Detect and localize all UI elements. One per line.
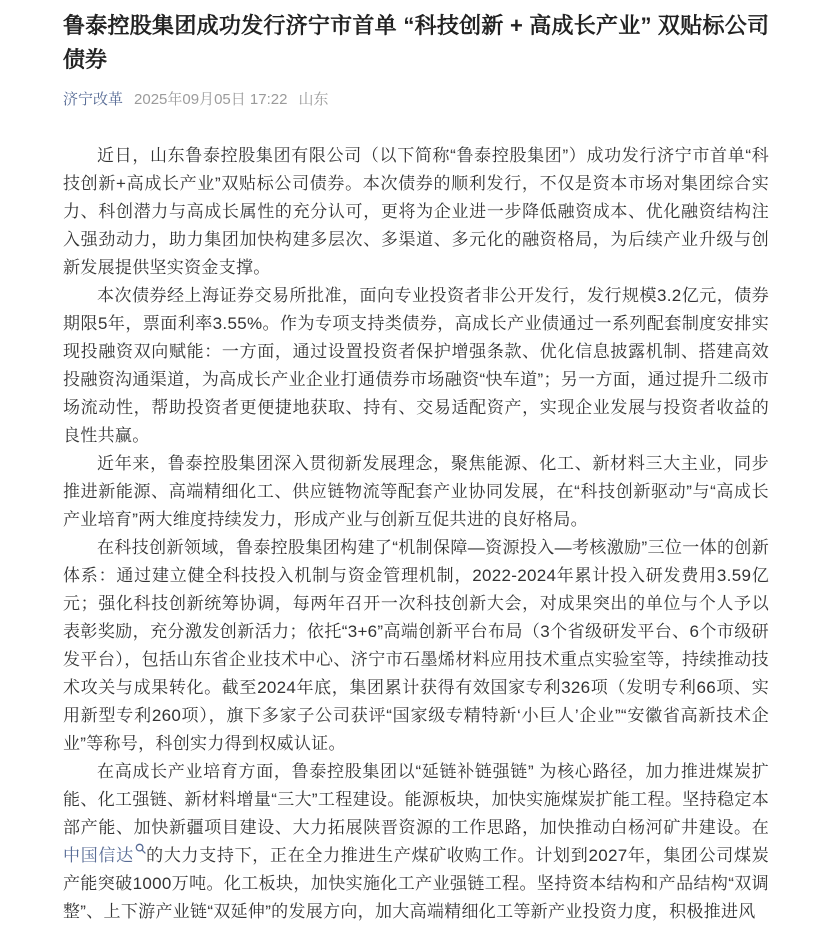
article-body xyxy=(63,142,769,926)
paragraph-5-text-after: 的大力支持下，正在全力推进生产煤矿收购工作。计划到2027年，集团公司煤炭产能突破1000万吨。化工板块，加快实施化工产业强链工程。坚持资本结构和产品结构“双调整”、上下游产业链“双延伸”的发展方向，加大高端精细化工等新产业投资力度，积极推进风 xyxy=(63,846,769,921)
entity-link-zhongguoxinda[interactable] xyxy=(63,846,146,865)
byline xyxy=(63,89,769,110)
account-link[interactable]: 济宁改革 xyxy=(63,91,124,108)
article-title: 鲁泰控股集团成功发行济宁市首单 “科技创新 + 高成长产业” 双贴标公司债券 xyxy=(63,13,769,72)
publish-location: 山东 xyxy=(298,91,329,108)
paragraph-4: 在科技创新领域，鲁泰控股集团构建了“机制保障—资源投入—考核激励”三位一体的创新体系：通过建立健全科技投入机制与资金管理机制，2022-2024年累计投入研发费用3.59亿元；强化科技创新统筹协调，每两年召开一次科技创新大会，对成果突出的单位与个人予以表彰奖励，充分激发创新活力；依托“3+6”高端创新平台布局（3个省级研发平台、6个市级研发平台），包括山东省企业技术中心、济宁市石墨烯材料应用技术重点实验室等，持续推动技术攻关与成果转化。截至2024年底，集团累计获得有效国家专利326项（发明专利66项、实用新型专利260项），旗下多家子公司获评“国家级专精特新‘小巨人’企业”“安徽省高新技术企业”等称号，科创实力得到权威认证。 xyxy=(63,538,769,753)
paragraph-3: 近年来，鲁泰控股集团深入贯彻新发展理念，聚焦能源、化工、新材料三大主业，同步推进新能源、高端精细化工、供应链物流等配套产业协同发展，在“科技创新驱动”与“高成长产业培育”两大维度持续发力，形成产业与创新互促共进的良好格局。 xyxy=(63,454,769,529)
paragraph-5-text-before: 在高成长产业培育方面，鲁泰控股集团以“延链补链强链” 为核心路径，加力推进煤炭扩能、化工强链、新材料增量“三大”工程建设。能源板块，加快实施煤炭扩能工程。坚持稳定本部产能、加快新疆项目建设、大力拓展陕晋资源的工作思路，加快推动白杨河矿井建设。在 xyxy=(63,762,769,837)
search-icon[interactable] xyxy=(135,843,146,854)
publish-date: 2025年09月05日 17:22 xyxy=(134,91,288,108)
paragraph-2: 本次债券经上海证券交易所批准，面向专业投资者非公开发行，发行规模3.2亿元，债券期限5年，票面利率3.55%。作为专项支持类债券，高成长产业债通过一系列配套制度安排实现投融资双向赋能：一方面，通过设置投资者保护增强条款、优化信息披露机制、搭建高效投融资沟通渠道，为高成长产业企业打通债券市场融资“快车道”；另一方面，通过提升二级市场流动性，帮助投资者更便捷地获取、持有、交易适配资产，实现企业发展与投资者收益的良性共赢。 xyxy=(63,286,769,445)
entity-link-label: 中国信达 xyxy=(63,846,134,865)
paragraph-1: 近日，山东鲁泰控股集团有限公司（以下简称“鲁泰控股集团”）成功发行济宁市首单“科技创新+高成长产业”双贴标公司债券。本次债券的顺利发行，不仅是资本市场对集团综合实力、科创潜力与高成长属性的充分认可，更将为企业进一步降低融资成本、优化融资结构注入强劲动力，助力集团加快构建多层次、多渠道、多元化的融资格局，为后续产业升级与创新发展提供坚实资金支撑。 xyxy=(63,146,769,277)
paragraph-5 xyxy=(63,758,769,926)
